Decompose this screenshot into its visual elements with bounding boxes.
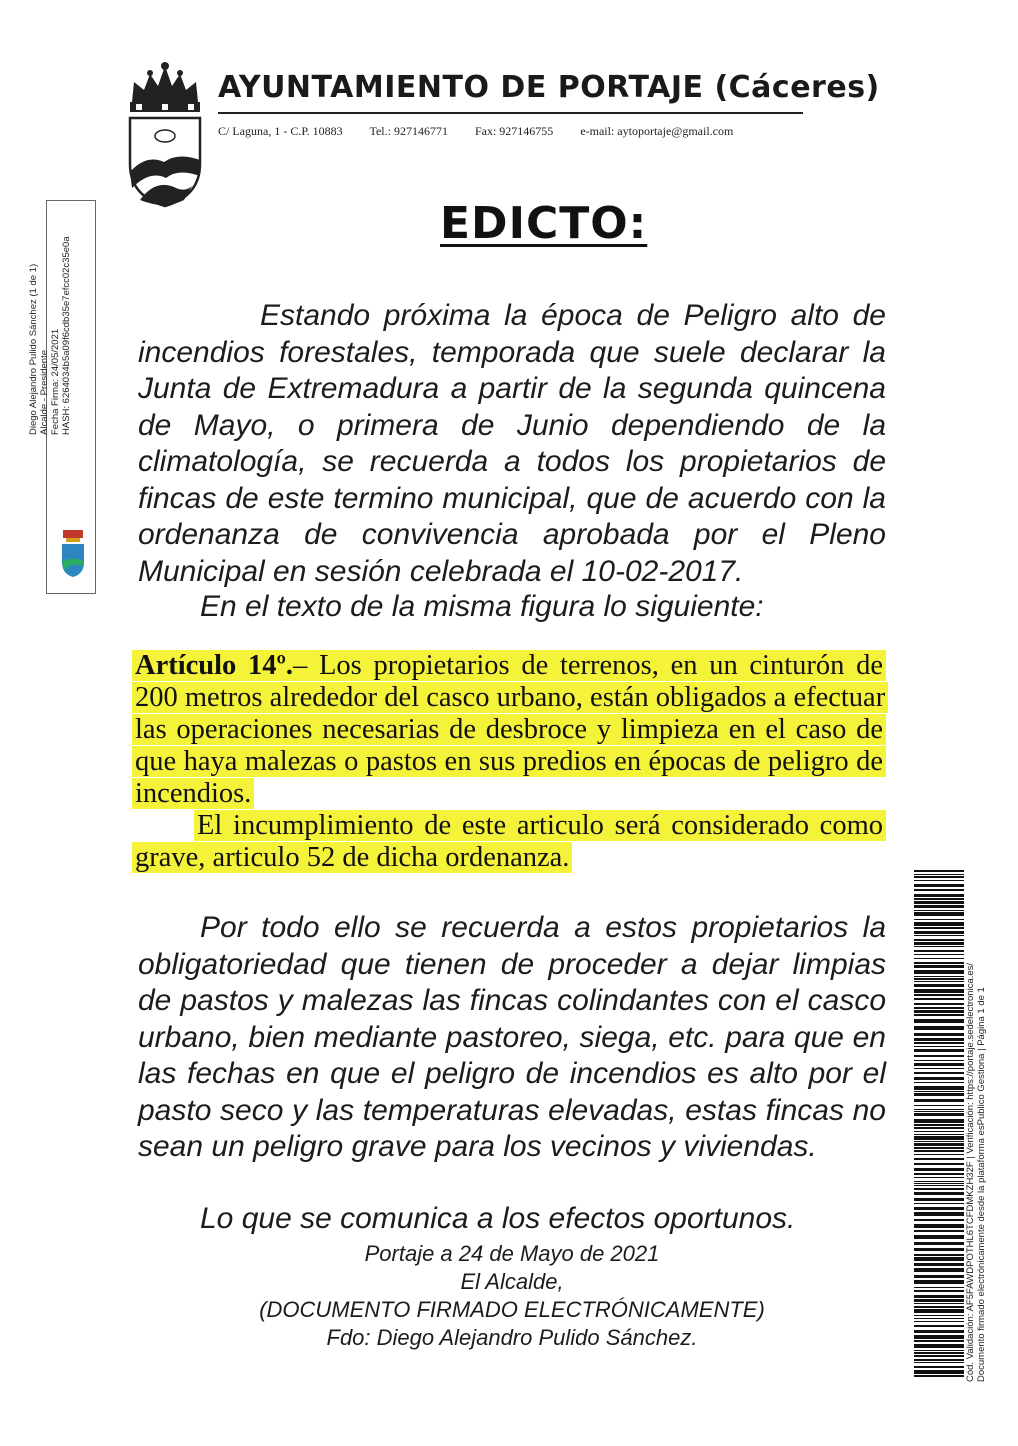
place-date: Portaje a 24 de Mayo de 2021: [364, 1241, 660, 1266]
phone: Tel.: 927146771: [369, 124, 448, 138]
reference-paragraph: En el texto de la misma figura lo siguiente:: [200, 590, 764, 623]
barcode-icon: [914, 870, 964, 1380]
address: C/ Laguna, 1 - C.P. 10883: [218, 124, 343, 138]
header-divider: [218, 112, 803, 114]
article-block: [132, 650, 886, 874]
communication-line: Lo que se comunica a los efectos oportunos.: [200, 1202, 796, 1235]
signed-note: (DOCUMENTO FIRMADO ELECTRÓNICAMENTE): [259, 1297, 765, 1322]
coat-of-arms-icon: [126, 60, 204, 208]
article-penalty: El incumplimiento de este articulo será considerado como grave, articulo 52 de dicha ordenanza.: [132, 810, 886, 873]
article-heading: Artículo 14º.: [135, 650, 294, 681]
validation-text: Cód. Validación: AF5FAWDPOTHL6TCFDMKZH32F | Verificación: https://portaje.sedelectronica.es/ Documento firmado electrónicamente desde la plataforma esPublico Gestiona | Página 1 de 1: [965, 962, 987, 1382]
intro-paragraph: Estando próxima la época de Peligro alto de incendios forestales, temporada que suele declarar la Junta de Extremadura a partir de la segunda quincena de Mayo, o primera de Junio dependiendo de la climatología, se recuerda a todos los propietarios de fincas de este termino municipal, que de acuerdo con la ordenanza de convivencia aprobada por el Pleno Municipal en sesión celebrada el 10-02-2017.: [138, 299, 886, 588]
document-title: EDICTO:: [440, 198, 648, 249]
council-name: AYUNTAMIENTO DE PORTAJE (Cáceres): [218, 70, 880, 105]
signature-stamp-text: Diego Alejandro Pulido Sánchez (1 de 1) Alcalde - Presidente Fecha Firma: 24/05/2021 HASH: 6264034b5a09f6cdb35e7efcc02c35e0a: [28, 236, 72, 435]
email: e-mail: aytoportaje@gmail.com: [580, 124, 734, 138]
article-text: – Los propietarios de terrenos, en un cinturón de 200 metros alrededor del casco urbano, están obligados a efectuar las operaciones necesarias de desbroce y limpieza en el caso de que haya malezas o pastos en sus predios en épocas de peligro de incendios.: [135, 650, 886, 809]
fax: Fax: 927146755: [474, 124, 554, 138]
signer-name: Fdo: Diego Alejandro Pulido Sánchez.: [326, 1325, 698, 1350]
municipal-logo-icon: [60, 528, 86, 578]
closing-paragraph: Por todo ello se recuerda a estos propietarios la obligatoriedad que tienen de proceder a dejar limpias de pastos y malezas las fincas colindantes con el casco urbano, bien mediante pastoreo, siega, etc. para que en las fechas en que el peligro de incendios es alto por el pasto seco y las temperaturas elevadas, estas fincas no sean un peligro grave para los vecinos y viviendas.: [138, 911, 886, 1163]
contact-line: [218, 124, 757, 139]
signature-block: [138, 1240, 886, 1352]
signer-role: El Alcalde,: [460, 1269, 564, 1294]
